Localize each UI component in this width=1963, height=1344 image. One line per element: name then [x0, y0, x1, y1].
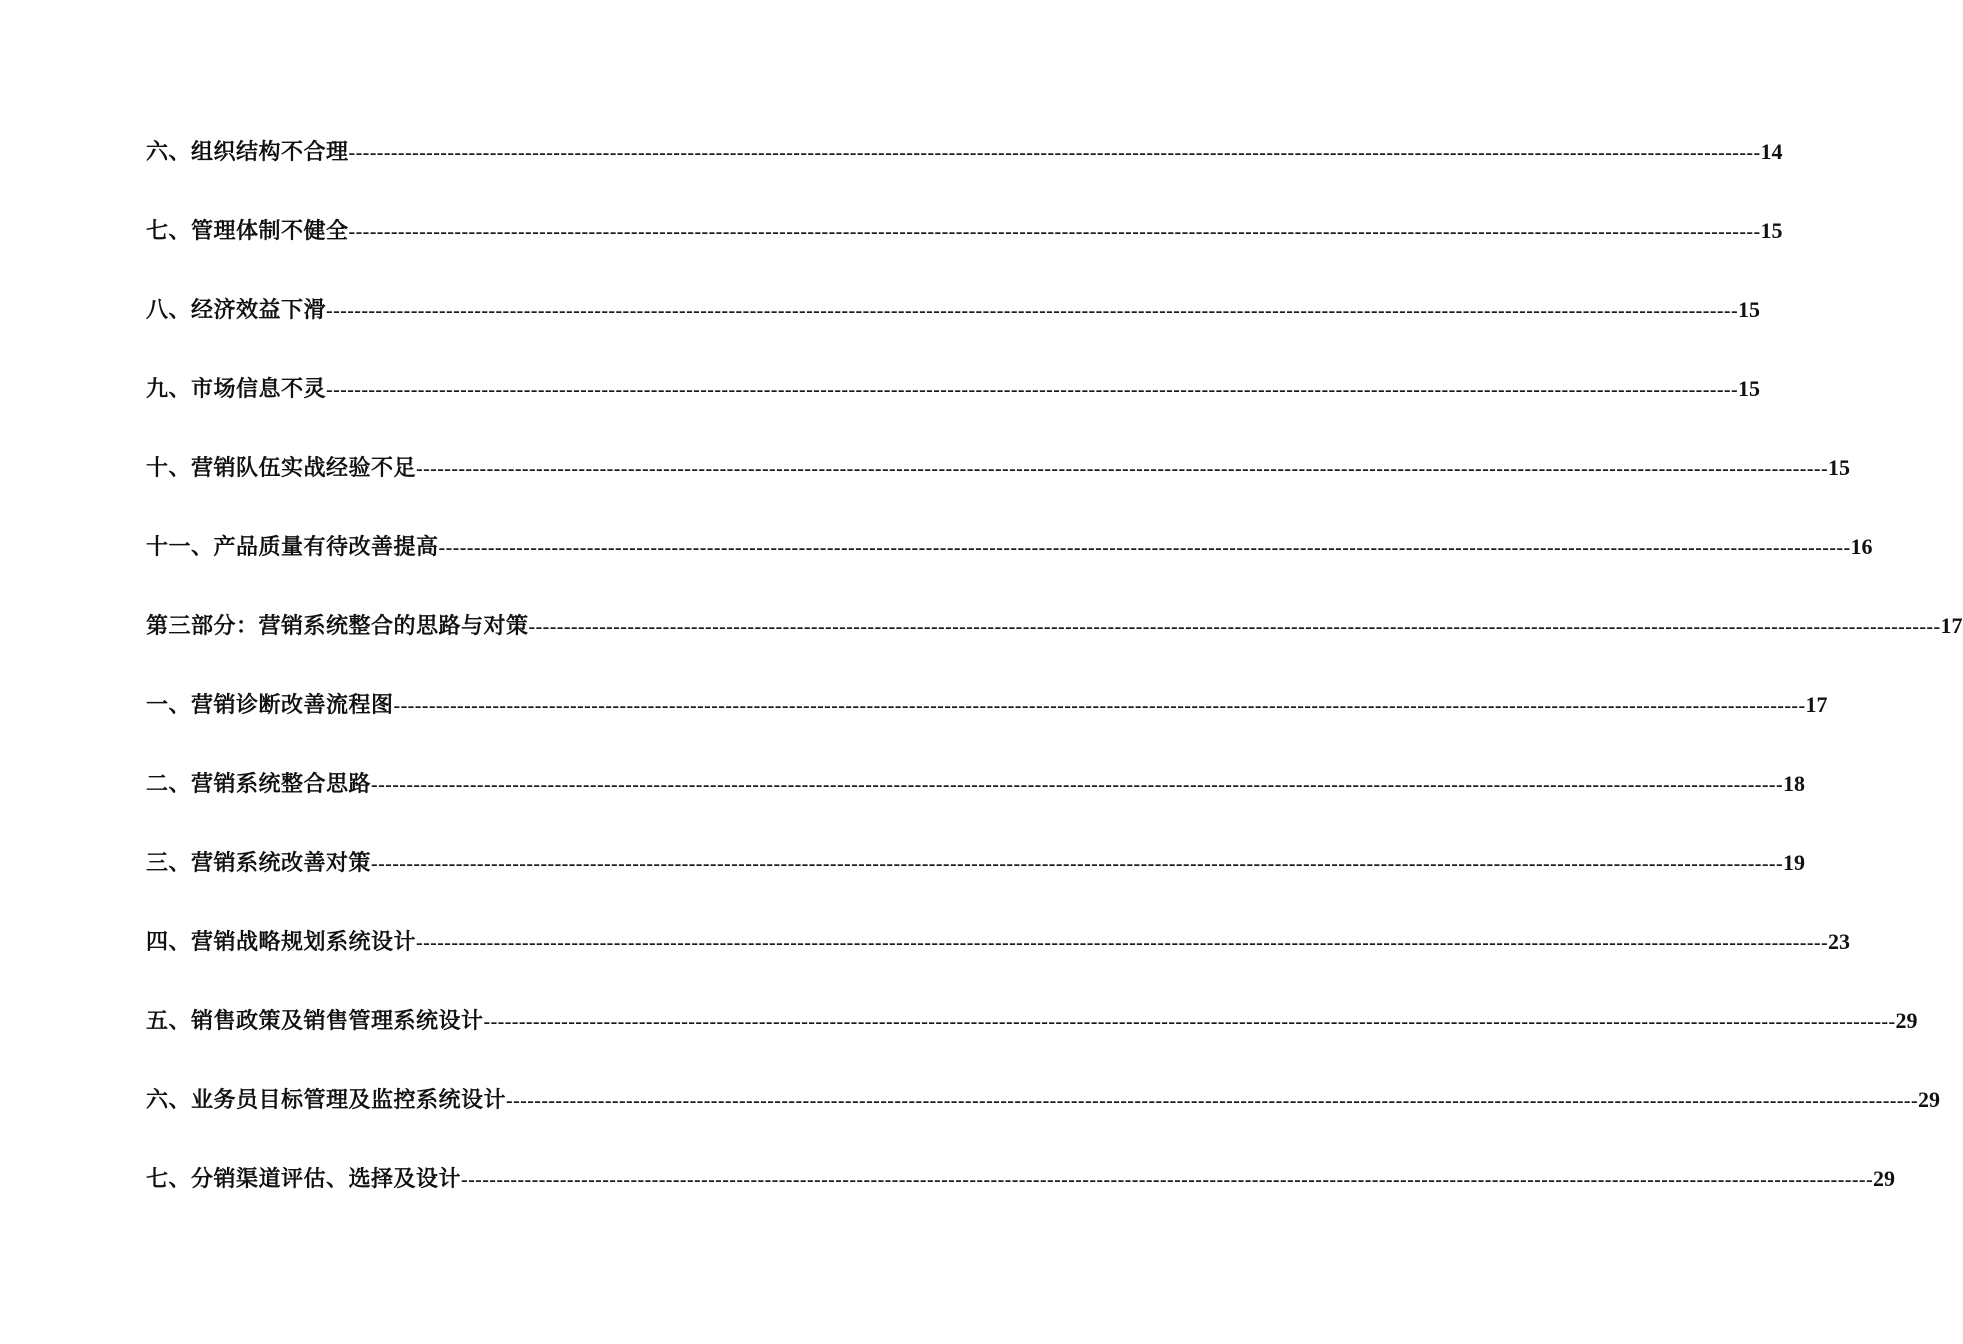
toc-entry-page-number: 15: [1828, 455, 1851, 480]
toc-leader-dashes: --------------------------------------------------------------------------------------------------------------------------------------------------------------------------------------------------------: [416, 458, 1829, 480]
toc-entry[interactable]: [146, 1084, 1941, 1116]
toc-leader-dashes: --------------------------------------------------------------------------------------------------------------------------------------------------------------------------------------------------------: [348, 142, 1761, 164]
toc-leader-dashes: --------------------------------------------------------------------------------------------------------------------------------------------------------------------------------------------------------: [326, 379, 1739, 401]
toc-leader-dashes: --------------------------------------------------------------------------------------------------------------------------------------------------------------------------------------------------------: [348, 221, 1761, 243]
toc-entry[interactable]: [146, 1163, 1896, 1195]
toc-entry[interactable]: [146, 136, 1783, 168]
toc-entry[interactable]: [146, 847, 1806, 879]
toc-leader-dashes: --------------------------------------------------------------------------------------------------------------------------------------------------------------------------------------------------------: [461, 1169, 1874, 1191]
toc-entry-title: 十、营销队伍实战经验不足: [146, 456, 417, 481]
toc-entry-page-number: 18: [1783, 771, 1806, 796]
toc-entry[interactable]: [146, 452, 1851, 484]
toc-entry[interactable]: [146, 689, 1828, 721]
toc-entry[interactable]: [146, 215, 1783, 247]
toc-entry-page-number: 23: [1828, 929, 1851, 954]
toc-entry-page-number: 19: [1783, 850, 1806, 875]
toc-entry[interactable]: [146, 1005, 1918, 1037]
toc-leader-dashes: --------------------------------------------------------------------------------------------------------------------------------------------------------------------------------------------------------: [393, 695, 1806, 717]
toc-entry-page-number: 14: [1760, 139, 1783, 164]
toc-leader-dashes: --------------------------------------------------------------------------------------------------------------------------------------------------------------------------------------------------------: [371, 853, 1784, 875]
toc-entry[interactable]: [146, 768, 1806, 800]
toc-entry-title: 六、业务员目标管理及监控系统设计: [146, 1088, 507, 1113]
toc-entry-title: 七、管理体制不健全: [146, 219, 349, 244]
toc-entry-title: 七、分销渠道评估、选择及设计: [146, 1167, 462, 1192]
toc-entry-page-number: 29: [1873, 1166, 1896, 1191]
toc-entry-title: 第三部分：营销系统整合的思路与对策: [146, 614, 529, 639]
toc-entry[interactable]: [146, 610, 1963, 642]
toc-leader-dashes: --------------------------------------------------------------------------------------------------------------------------------------------------------------------------------------------------------: [506, 1090, 1919, 1112]
toc-entry[interactable]: [146, 294, 1761, 326]
toc-entry-page-number: 16: [1850, 534, 1873, 559]
toc-entry-page-number: 29: [1895, 1008, 1918, 1033]
toc-entry-title: 十一、产品质量有待改善提高: [146, 535, 439, 560]
toc-leader-dashes: --------------------------------------------------------------------------------------------------------------------------------------------------------------------------------------------------------: [326, 300, 1739, 322]
toc-entry[interactable]: [146, 531, 1873, 563]
toc-entry-page-number: 15: [1738, 297, 1761, 322]
toc-leader-dashes: --------------------------------------------------------------------------------------------------------------------------------------------------------------------------------------------------------: [371, 774, 1784, 796]
toc-entry[interactable]: [146, 373, 1761, 405]
toc-entry-title: 三、营销系统改善对策: [146, 851, 372, 876]
toc-leader-dashes: --------------------------------------------------------------------------------------------------------------------------------------------------------------------------------------------------------: [483, 1011, 1896, 1033]
toc-leader-dashes: --------------------------------------------------------------------------------------------------------------------------------------------------------------------------------------------------------: [416, 932, 1829, 954]
toc-entry-title: 六、组织结构不合理: [146, 140, 349, 165]
toc-entry-page-number: 17: [1805, 692, 1828, 717]
toc-entry-page-number: 17: [1940, 613, 1963, 638]
toc-entry-page-number: 15: [1738, 376, 1761, 401]
toc-entry-title: 八、经济效益下滑: [146, 298, 327, 323]
toc-entry-page-number: 29: [1918, 1087, 1941, 1112]
toc-entry-title: 九、市场信息不灵: [146, 377, 327, 402]
toc-leader-dashes: --------------------------------------------------------------------------------------------------------------------------------------------------------------------------------------------------------: [438, 537, 1851, 559]
toc-entry[interactable]: [146, 926, 1851, 958]
toc-entry-page-number: 15: [1760, 218, 1783, 243]
toc-entry-title: 五、销售政策及销售管理系统设计: [146, 1009, 484, 1034]
toc-entry-title: 一、营销诊断改善流程图: [146, 693, 394, 718]
toc-entry-title: 二、营销系统整合思路: [146, 772, 372, 797]
toc-leader-dashes: --------------------------------------------------------------------------------------------------------------------------------------------------------------------------------------------------------: [528, 616, 1941, 638]
toc-entry-title: 四、营销战略规划系统设计: [146, 930, 417, 955]
